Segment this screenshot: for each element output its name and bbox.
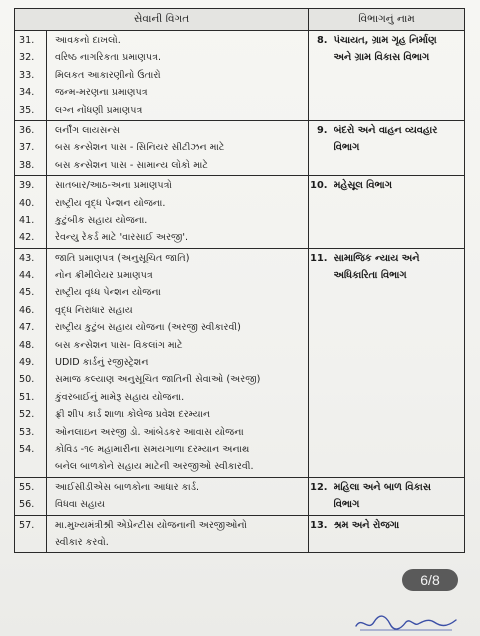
serial-number-cell xyxy=(15,477,47,515)
handwritten-signature xyxy=(352,612,462,636)
service-name-cell-line: જાતિ પ્રમાણપત્ર (અનુસૂચિત જાતિ) xyxy=(55,252,190,264)
serial-number-cell-line: 39. xyxy=(19,180,35,192)
service-name-cell-line: બસ કન્સેશન પાસ - સિનિયર સીટીઝન માટે xyxy=(55,142,225,154)
service-name-cell-line: મા.મુખ્યમંત્રીશ્રી એપ્રેન્ટીસ યોજનાની અરજીઓનો xyxy=(55,519,247,531)
service-name-cell-line: કોવિડ -૧૯ મહામારીના સમયગાળા દરમ્યાન અનાથ xyxy=(55,443,250,455)
service-column-header: સેવાની વિગત xyxy=(15,9,309,31)
service-name-cell-line: ફ્રી શીપ કાર્ડ શાળા કોલેજ પ્રવેશ દરમ્યાન xyxy=(55,409,211,421)
serial-number-cell-line: 49. xyxy=(19,357,35,369)
serial-number-cell xyxy=(15,515,47,553)
service-name-cell-line: કુટુંબીક સહાય યોજના. xyxy=(55,214,148,226)
serial-number-cell xyxy=(15,120,47,175)
service-name-cell xyxy=(47,477,309,515)
department-name-cell xyxy=(331,515,465,553)
service-name-cell-line: રાષ્ટ્રીય કુટુંબ સહાય યોજના (અરજી સ્વીકારવી) xyxy=(55,322,241,334)
department-number: 12. xyxy=(310,481,328,493)
serial-number-cell-line: 56. xyxy=(19,499,35,511)
department-name-cell-line: અને ગ્રામ વિકાસ વિભાગ xyxy=(333,52,430,64)
service-group-row xyxy=(15,120,465,175)
service-name-cell-line: વૃદ્ધ નિરાધાર સહાય xyxy=(55,304,133,316)
table-header-row xyxy=(15,9,465,31)
service-group-row xyxy=(15,515,465,553)
service-name-cell-line: રાષ્ટ્રીય વૃધ્ધ પેન્શન યોજના xyxy=(55,287,161,299)
service-name-cell-line: લગ્ન નોંધણી પ્રમાણપત્ર xyxy=(55,104,143,116)
serial-number-cell-line: 38. xyxy=(19,159,35,171)
serial-number-cell xyxy=(15,248,47,477)
serial-number-cell-line: 46. xyxy=(19,304,35,316)
service-name-cell-line: બસ કન્સેશન પાસ - સામાન્ય લોકો માટે xyxy=(55,159,208,171)
serial-number-cell-line: 47. xyxy=(19,322,35,334)
page-indicator-badge: 6/8 xyxy=(402,569,458,591)
service-name-cell xyxy=(47,176,309,249)
service-name-cell-line: લર્નીંગ લાયસન્સ xyxy=(55,124,121,136)
service-name-cell-line: રાષ્ટ્રીય વૃદ્ધ પેન્શન યોજના. xyxy=(55,197,166,209)
serial-number-cell-line: 31. xyxy=(19,35,35,46)
serial-number-cell-line: 53. xyxy=(19,426,35,438)
serial-number-cell-line: 36. xyxy=(19,124,35,136)
department-number-cell xyxy=(309,477,331,515)
serial-number-cell-line: 55. xyxy=(19,481,35,493)
service-name-cell-line: બનેલ બાળકોને સહાય માટેની અરજીઓ સ્વીકારવી. xyxy=(55,461,254,473)
services-table xyxy=(14,8,465,553)
department-number: 10. xyxy=(310,180,328,192)
service-name-cell-line: આવકનો દાખલો. xyxy=(55,35,121,46)
department-column-header: વિભાગનું નામ xyxy=(309,9,465,31)
department-number: 13. xyxy=(310,519,328,531)
serial-number-cell-line: 57. xyxy=(19,519,35,531)
department-number: 11. xyxy=(310,252,328,264)
serial-number-cell-line: 40. xyxy=(19,197,35,209)
department-name-cell-line: વિભાગ xyxy=(333,499,360,511)
department-name-cell-line: મહિલા અને બાળ વિકાસ xyxy=(333,481,431,493)
service-group-row xyxy=(15,176,465,249)
serial-number-cell-line: 34. xyxy=(19,87,35,99)
service-name-cell-line: ઓનલાઇન અરજી ડો. આંબેડકર આવાસ યોજના xyxy=(55,426,244,438)
service-name-cell-line: મિલકત આકારણીનો ઉતારો xyxy=(55,69,161,81)
department-name-cell-line: અધિકારિતા વિભાગ xyxy=(333,270,407,282)
serial-number-cell-line: 35. xyxy=(19,104,35,116)
service-group-row xyxy=(15,31,465,121)
serial-number-cell-line: 37. xyxy=(19,142,35,154)
serial-number-cell-line: 54. xyxy=(19,443,35,455)
serial-number-cell xyxy=(15,176,47,249)
serial-number-cell xyxy=(15,31,47,121)
department-name-cell xyxy=(331,477,465,515)
service-name-cell-line: UDID કાર્ડનું રજીસ્ટ્રેશન xyxy=(55,357,149,369)
service-name-cell-line: કુંવરબાઈનું મામેરૂ સહાય યોજના. xyxy=(55,391,185,403)
serial-number-cell-line xyxy=(15,458,46,475)
serial-number-cell-line: 50. xyxy=(19,374,35,386)
serial-number-cell-line: 44. xyxy=(19,270,35,282)
serial-number-cell-line: 33. xyxy=(19,69,35,81)
department-number-cell xyxy=(309,176,331,249)
serial-number-cell-line: 45. xyxy=(19,287,35,299)
department-name-cell-line: મહેસૂલ વિભાગ xyxy=(333,180,392,192)
department-name-cell xyxy=(331,31,465,121)
service-name-cell-line: વિધવા સહાય xyxy=(55,499,106,511)
department-name-cell-line: વિભાગ xyxy=(333,142,360,154)
department-number: 8. xyxy=(316,35,328,46)
department-number-cell xyxy=(309,515,331,553)
serial-number-cell-line: 42. xyxy=(19,232,35,244)
service-group-row xyxy=(15,248,465,477)
service-name-cell xyxy=(47,515,309,553)
department-number-cell xyxy=(309,248,331,477)
service-name-cell-line: નોન ક્રીમીલેયર પ્રમાણપત્ર xyxy=(55,270,153,282)
service-name-cell-line: જન્મ-મરણના પ્રમાણપત્ર xyxy=(55,87,148,99)
service-name-cell xyxy=(47,120,309,175)
department-name-cell-line: બંદરો અને વાહન વ્યવહાર xyxy=(333,124,438,136)
service-name-cell xyxy=(47,31,309,121)
serial-number-cell-line: 52. xyxy=(19,409,35,421)
service-name-cell-line: સ્વીકાર કરવો. xyxy=(55,536,109,548)
serial-number-cell-line: 48. xyxy=(19,339,35,351)
service-name-cell xyxy=(47,248,309,477)
service-name-cell-line: રેવન્યુ રેકર્ડ માટે 'વારસાઈ અરજી'. xyxy=(55,232,189,244)
department-name-cell-line: શ્રમ અને રોજગા xyxy=(333,519,400,531)
department-name-cell-line: પંચાયત, ગ્રામ ગૃહ નિર્માણ xyxy=(333,35,437,46)
service-name-cell-line: બસ કન્સેશન પાસ- વિકલાંગ માટે xyxy=(55,339,183,351)
department-number-cell xyxy=(309,31,331,121)
serial-number-cell-line xyxy=(15,534,46,551)
service-name-cell-line: સમાજ કલ્યાણ અનુસૂચિત જાતિની સેવાઓ (અરજી) xyxy=(55,374,261,386)
department-name-cell xyxy=(331,176,465,249)
serial-number-cell-line: 43. xyxy=(19,252,35,264)
service-group-row xyxy=(15,477,465,515)
service-name-cell-line: આઈસીડીએસ બાળકોના આધાર કાર્ડ. xyxy=(55,481,200,493)
department-number-cell xyxy=(309,120,331,175)
department-name-cell xyxy=(331,248,465,477)
department-name-cell-line: સામાજિક ન્યાય અને xyxy=(333,252,420,264)
serial-number-cell-line: 51. xyxy=(19,391,35,403)
department-name-cell xyxy=(331,120,465,175)
service-name-cell-line: સાતબાર/આઠ-અના પ્રમાણપત્રો xyxy=(55,180,172,192)
department-number: 9. xyxy=(316,124,328,136)
serial-number-cell-line: 41. xyxy=(19,214,35,226)
service-name-cell-line: વરિષ્ઠ નાગરિકતા પ્રમાણપત્ર. xyxy=(55,52,162,64)
serial-number-cell-line: 32. xyxy=(19,52,35,64)
